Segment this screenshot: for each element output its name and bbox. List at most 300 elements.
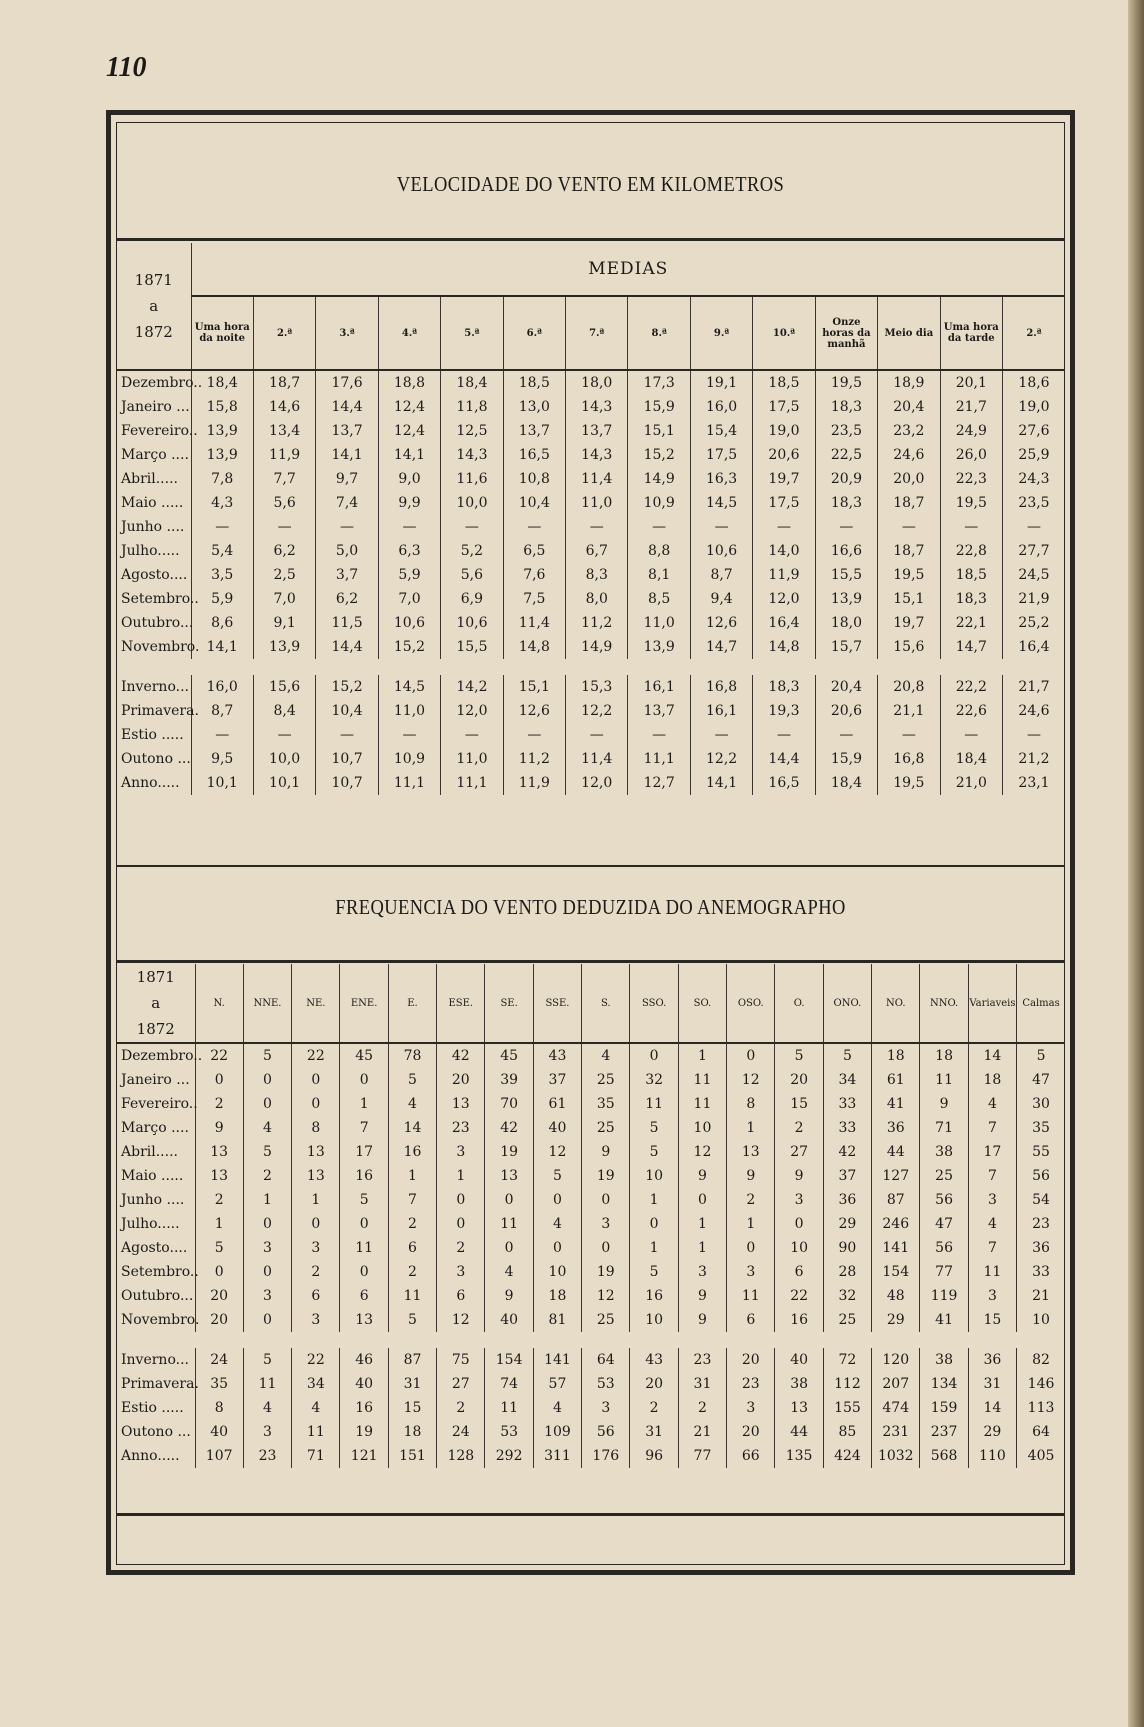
table-cell: 17	[340, 1140, 388, 1164]
table-row	[117, 1188, 1065, 1212]
table-cell: —	[503, 515, 565, 539]
table-cell: 18,4	[940, 747, 1002, 771]
table-cell: 0	[243, 1212, 291, 1236]
table-cell: 0	[727, 1043, 775, 1068]
table-cell: 31	[678, 1372, 726, 1396]
table-cell: 6	[292, 1284, 340, 1308]
row-gap	[117, 659, 1065, 675]
table-cell: 2	[437, 1236, 485, 1260]
column-header: Uma hora da tarde	[940, 296, 1002, 370]
table-row	[117, 1284, 1065, 1308]
table-cell: 37	[533, 1068, 581, 1092]
table-cell: 20	[775, 1068, 823, 1092]
table-cell: 4	[533, 1212, 581, 1236]
table-cell: 18	[968, 1068, 1016, 1092]
table-cell: 19,0	[1002, 395, 1065, 419]
table-cell: 45	[340, 1043, 388, 1068]
table-row	[117, 1068, 1065, 1092]
table-cell: 0	[243, 1308, 291, 1332]
row-label: Dezembro..	[121, 1048, 203, 1064]
table-cell: 18,5	[753, 370, 815, 395]
row-label: Maio .....	[121, 495, 184, 511]
table-cell: 141	[872, 1236, 920, 1260]
table-cell: 5,0	[316, 539, 378, 563]
row-label: Primavera.	[121, 703, 199, 719]
table-cell: 18	[388, 1420, 436, 1444]
table-cell: 57	[533, 1372, 581, 1396]
table-cell: 31	[388, 1372, 436, 1396]
table-cell: 21,2	[1002, 747, 1065, 771]
table-row	[117, 1043, 1065, 1068]
table-cell: 18,3	[940, 587, 1002, 611]
table-cell: 3	[775, 1188, 823, 1212]
table-cell: 26,0	[940, 443, 1002, 467]
table-cell: 0	[340, 1212, 388, 1236]
table-cell: 10	[533, 1260, 581, 1284]
row-label: Abril.....	[121, 471, 178, 487]
table-cell: 2	[727, 1188, 775, 1212]
table-cell: 159	[920, 1396, 968, 1420]
table-cell: 15,9	[815, 747, 877, 771]
table-cell: 14,9	[628, 467, 690, 491]
table-cell: —	[1002, 515, 1065, 539]
table-row	[117, 443, 1065, 467]
table-cell: 18,7	[253, 370, 315, 395]
table-cell: 0	[243, 1092, 291, 1116]
table-cell: 18,3	[815, 395, 877, 419]
table-cell: 14,2	[441, 675, 503, 699]
table-cell: 15,5	[441, 635, 503, 659]
column-header: NNO.	[920, 964, 968, 1043]
table-cell: 3	[582, 1212, 630, 1236]
table-cell: 16,8	[878, 747, 940, 771]
table-cell: 8,6	[191, 611, 253, 635]
table-cell: 5,9	[378, 563, 440, 587]
table-cell: 10,7	[316, 747, 378, 771]
table-cell: 23,5	[815, 419, 877, 443]
table-cell: 15,4	[690, 419, 752, 443]
table-cell: 40	[775, 1348, 823, 1372]
table-cell: 151	[388, 1444, 436, 1468]
table-cell: 5	[1017, 1043, 1065, 1068]
column-header: 5.ª	[441, 296, 503, 370]
table-cell: 11,9	[503, 771, 565, 795]
table-cell: 9,7	[316, 467, 378, 491]
table-row	[117, 675, 1065, 699]
table-cell: 16	[630, 1284, 678, 1308]
table-cell: 16	[340, 1164, 388, 1188]
table-cell: 17,5	[753, 491, 815, 515]
table-cell: 4	[243, 1116, 291, 1140]
table-cell: 14,1	[690, 771, 752, 795]
table-cell: 13,7	[566, 419, 628, 443]
table-cell: 30	[1017, 1092, 1065, 1116]
table-cell: 7,6	[503, 563, 565, 587]
row-label: Janeiro ...	[121, 399, 190, 415]
year-label-line: 1872	[134, 323, 173, 341]
table-row	[117, 747, 1065, 771]
table-row	[117, 1212, 1065, 1236]
table-cell: 54	[1017, 1188, 1065, 1212]
table-cell: 5,4	[191, 539, 253, 563]
table-cell: 5	[533, 1164, 581, 1188]
table-cell: 6	[775, 1260, 823, 1284]
table-cell: 0	[485, 1188, 533, 1212]
table-cell: 31	[630, 1420, 678, 1444]
table-cell: 3,5	[191, 563, 253, 587]
table-cell: 18,7	[878, 491, 940, 515]
table-row	[117, 771, 1065, 795]
table-cell: 14	[968, 1043, 1016, 1068]
table-cell: 16,4	[753, 611, 815, 635]
row-label: Fevereiro..	[121, 1096, 198, 1112]
table-cell: 34	[823, 1068, 871, 1092]
table-cell: 14,4	[316, 395, 378, 419]
table-cell: 10,7	[316, 771, 378, 795]
table-cell: 20,4	[878, 395, 940, 419]
table-cell: 15	[775, 1092, 823, 1116]
table-cell: 13,7	[316, 419, 378, 443]
table-cell: 8,3	[566, 563, 628, 587]
table-cell: 16	[775, 1308, 823, 1332]
table-cell: 8,0	[566, 587, 628, 611]
table-cell: 42	[437, 1043, 485, 1068]
table-cell: —	[628, 515, 690, 539]
table-cell: 85	[823, 1420, 871, 1444]
table-cell: 1	[630, 1188, 678, 1212]
table-cell: —	[815, 515, 877, 539]
table-cell: —	[191, 515, 253, 539]
row-label: Junho ....	[121, 1192, 185, 1208]
table-cell: 15,6	[253, 675, 315, 699]
table-cell: 29	[823, 1212, 871, 1236]
table-cell: 0	[630, 1212, 678, 1236]
table-cell: 10,0	[441, 491, 503, 515]
column-header: NNE.	[243, 964, 291, 1043]
table-cell: 11,1	[441, 771, 503, 795]
table-cell: 18,4	[191, 370, 253, 395]
table-cell: 9	[920, 1092, 968, 1116]
column-header: OSO.	[727, 964, 775, 1043]
table-cell: 14,8	[753, 635, 815, 659]
table-cell: 19,5	[878, 563, 940, 587]
table-cell: 12,7	[628, 771, 690, 795]
table-cell: 14,4	[753, 747, 815, 771]
table-cell: 9	[678, 1164, 726, 1188]
table-cell: 9	[582, 1140, 630, 1164]
table-cell: 128	[437, 1444, 485, 1468]
table-cell: 107	[195, 1444, 243, 1468]
table-cell: 16,6	[815, 539, 877, 563]
table-cell: 246	[872, 1212, 920, 1236]
table-cell: 19	[340, 1420, 388, 1444]
table-cell: 13	[775, 1396, 823, 1420]
row-label: Maio .....	[121, 1168, 184, 1184]
table-cell: 11,8	[441, 395, 503, 419]
table-cell: 15,5	[815, 563, 877, 587]
table-cell: 15	[968, 1308, 1016, 1332]
table-cell: —	[378, 723, 440, 747]
table-cell: 1	[678, 1043, 726, 1068]
table-cell: 12,0	[753, 587, 815, 611]
table-cell: 7	[968, 1236, 1016, 1260]
table-cell: 19,5	[878, 771, 940, 795]
table-cell: 237	[920, 1420, 968, 1444]
table-cell: 5	[630, 1140, 678, 1164]
table-cell: 53	[485, 1420, 533, 1444]
table-cell: 16,3	[690, 467, 752, 491]
table-cell: 5	[195, 1236, 243, 1260]
table-cell: 13,9	[191, 443, 253, 467]
table-cell: 10	[630, 1308, 678, 1332]
row-label: Janeiro ...	[121, 1072, 190, 1088]
table-cell: 5	[243, 1140, 291, 1164]
table-cell: 16,1	[690, 699, 752, 723]
table-cell: 64	[1017, 1420, 1065, 1444]
table-cell: 134	[920, 1372, 968, 1396]
table-cell: 24,5	[1002, 563, 1065, 587]
table-cell: 2	[630, 1396, 678, 1420]
table-cell: 16,0	[690, 395, 752, 419]
table-cell: 11	[678, 1068, 726, 1092]
page-number: 110	[106, 52, 147, 83]
table-cell: 25	[582, 1068, 630, 1092]
table-cell: 71	[920, 1116, 968, 1140]
table-cell: 34	[292, 1372, 340, 1396]
table-cell: 22	[195, 1043, 243, 1068]
table-cell: 22,3	[940, 467, 1002, 491]
table-cell: 14,9	[566, 635, 628, 659]
table-cell: 3	[292, 1308, 340, 1332]
table-row	[117, 1140, 1065, 1164]
table-cell: 47	[1017, 1068, 1065, 1092]
table-cell: 11,0	[441, 747, 503, 771]
table-cell: 6	[340, 1284, 388, 1308]
table-cell: 0	[340, 1068, 388, 1092]
column-header: 8.ª	[628, 296, 690, 370]
table-cell: 3	[243, 1420, 291, 1444]
table-cell: —	[191, 723, 253, 747]
table-cell: 10	[775, 1236, 823, 1260]
table-cell: 2	[678, 1396, 726, 1420]
table-cell: 20,0	[878, 467, 940, 491]
table-cell: 15,2	[628, 443, 690, 467]
row-label: Outono ...	[121, 751, 191, 767]
table-cell: 21,0	[940, 771, 1002, 795]
year-label	[117, 964, 195, 1043]
table-cell: 13	[727, 1140, 775, 1164]
table-cell: 7,7	[253, 467, 315, 491]
table-cell: 0	[533, 1188, 581, 1212]
row-label: Outubro...	[121, 1288, 194, 1304]
table-cell: 14,3	[566, 395, 628, 419]
table-cell: 8,7	[191, 699, 253, 723]
table-cell: 87	[872, 1188, 920, 1212]
row-label: Agosto....	[121, 1240, 188, 1256]
table-cell: 424	[823, 1444, 871, 1468]
table-cell: 2	[388, 1260, 436, 1284]
table-cell: 8,5	[628, 587, 690, 611]
table-cell: 15,9	[628, 395, 690, 419]
table-cell: 13	[292, 1164, 340, 1188]
table-cell: 56	[920, 1236, 968, 1260]
table-row	[117, 395, 1065, 419]
table-cell: 0	[582, 1236, 630, 1260]
table-cell: 13,9	[628, 635, 690, 659]
table-row	[117, 419, 1065, 443]
table-cell: 24,9	[940, 419, 1002, 443]
table-cell: 25	[582, 1116, 630, 1140]
table-cell: 5	[630, 1116, 678, 1140]
table-cell: 0	[292, 1212, 340, 1236]
table-cell: 0	[533, 1236, 581, 1260]
table-cell: 13	[437, 1092, 485, 1116]
table-cell: 87	[388, 1348, 436, 1372]
table-cell: 23,2	[878, 419, 940, 443]
table-cell: 20	[195, 1284, 243, 1308]
table-row	[117, 1116, 1065, 1140]
table-row	[117, 723, 1065, 747]
table-cell: 10	[1017, 1308, 1065, 1332]
table-cell: 56	[1017, 1164, 1065, 1188]
table-cell: 9	[727, 1164, 775, 1188]
table-cell: 2	[195, 1188, 243, 1212]
table-cell: 11,4	[566, 747, 628, 771]
table-cell: 15,1	[503, 675, 565, 699]
table-cell: —	[690, 515, 752, 539]
table-cell: 12,0	[566, 771, 628, 795]
table-cell: 10,9	[378, 747, 440, 771]
table-cell: —	[753, 723, 815, 747]
table-cell: 39	[485, 1068, 533, 1092]
table-cell: 0	[195, 1068, 243, 1092]
table-cell: 12	[582, 1284, 630, 1308]
velocity-bottom-rule	[116, 865, 1065, 867]
table-cell: 12,0	[441, 699, 503, 723]
frequency-table	[117, 964, 1065, 1468]
table-cell: 11	[485, 1396, 533, 1420]
frequency-bottom-rule	[116, 1513, 1065, 1516]
table-cell: 6,5	[503, 539, 565, 563]
table-cell: 16,4	[1002, 635, 1065, 659]
table-cell: 7	[968, 1164, 1016, 1188]
table-cell: 13,7	[503, 419, 565, 443]
column-header: NO.	[872, 964, 920, 1043]
row-label: Setembro..	[121, 591, 199, 607]
table-cell: 9	[775, 1164, 823, 1188]
table-row	[117, 1092, 1065, 1116]
table-cell: 14,1	[378, 443, 440, 467]
table-cell: 231	[872, 1420, 920, 1444]
table-cell: 72	[823, 1348, 871, 1372]
column-header: NE.	[292, 964, 340, 1043]
table-cell: 12	[533, 1140, 581, 1164]
table-cell: 11,9	[753, 563, 815, 587]
table-cell: 568	[920, 1444, 968, 1468]
table-cell: 12	[727, 1068, 775, 1092]
row-label: Novembro.	[121, 1312, 200, 1328]
table-cell: 11	[340, 1236, 388, 1260]
row-label: Dezembro..	[121, 375, 203, 391]
table-cell: 15,2	[316, 675, 378, 699]
table-cell: 20,8	[878, 675, 940, 699]
column-header: Meio dia	[878, 296, 940, 370]
table-cell: 22,1	[940, 611, 1002, 635]
table-row	[117, 635, 1065, 659]
table-cell: 9	[195, 1116, 243, 1140]
table-cell: 11	[727, 1284, 775, 1308]
table-cell: 10,0	[253, 747, 315, 771]
table-cell: 17,5	[753, 395, 815, 419]
table-cell: 40	[340, 1372, 388, 1396]
table-cell: 1	[292, 1188, 340, 1212]
table-cell: 15,7	[815, 635, 877, 659]
table-cell: —	[441, 515, 503, 539]
table-cell: 3	[727, 1396, 775, 1420]
table-cell: 3,7	[316, 563, 378, 587]
table-cell: 11,9	[253, 443, 315, 467]
table-cell: 23	[727, 1372, 775, 1396]
table-cell: 24,3	[1002, 467, 1065, 491]
row-label: Julho.....	[121, 543, 180, 559]
table-cell: 70	[485, 1092, 533, 1116]
table-cell: 14,5	[690, 491, 752, 515]
table-cell: 9	[678, 1308, 726, 1332]
table-cell: 19,0	[753, 419, 815, 443]
table-cell: 12,4	[378, 395, 440, 419]
table-cell: 0	[292, 1092, 340, 1116]
table-cell: 0	[243, 1068, 291, 1092]
year-label-line: 1872	[136, 1020, 175, 1038]
table-cell: 2	[243, 1164, 291, 1188]
table-cell: 4	[968, 1212, 1016, 1236]
table-cell: 10,9	[628, 491, 690, 515]
table-cell: 11,4	[503, 611, 565, 635]
table-cell: 6,2	[316, 587, 378, 611]
table-cell: 33	[823, 1092, 871, 1116]
table-cell: 10,4	[316, 699, 378, 723]
table-cell: 2	[195, 1092, 243, 1116]
table-cell: 13,4	[253, 419, 315, 443]
table-cell: 8	[727, 1092, 775, 1116]
table-cell: 1	[727, 1212, 775, 1236]
table-row	[117, 1348, 1065, 1372]
table-cell: 3	[437, 1140, 485, 1164]
table-cell: 12,4	[378, 419, 440, 443]
table-cell: 10	[630, 1164, 678, 1188]
table-cell: 16,5	[753, 771, 815, 795]
row-label: Novembro.	[121, 639, 200, 655]
row-label: Primavera.	[121, 1376, 199, 1392]
column-header: S.	[582, 964, 630, 1043]
table-cell: 28	[823, 1260, 871, 1284]
table-cell: 4	[533, 1396, 581, 1420]
table-cell: 8	[195, 1396, 243, 1420]
table-cell: 0	[437, 1212, 485, 1236]
row-label: Inverno...	[121, 1352, 189, 1368]
table-cell: 71	[292, 1444, 340, 1468]
table-cell: 16,5	[503, 443, 565, 467]
table-cell: 7,0	[378, 587, 440, 611]
table-cell: 19	[582, 1164, 630, 1188]
table-cell: 405	[1017, 1444, 1065, 1468]
page-edge	[1128, 0, 1144, 1727]
table-cell: 6,3	[378, 539, 440, 563]
table-cell: 17,5	[690, 443, 752, 467]
table-cell: 2	[775, 1116, 823, 1140]
table-cell: 12,2	[690, 747, 752, 771]
table-cell: 8,4	[253, 699, 315, 723]
